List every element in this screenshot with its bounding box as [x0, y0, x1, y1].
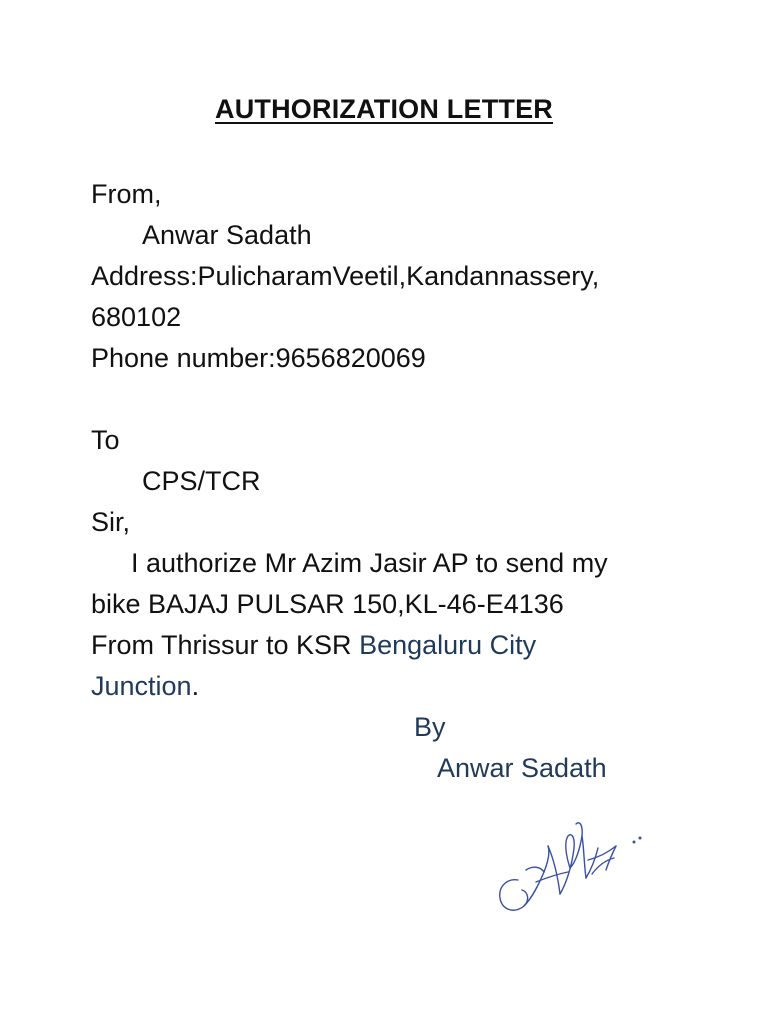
body-line-4-end: . — [191, 671, 200, 701]
place-link-part-1: Bengaluru City — [359, 630, 537, 660]
from-label: From, — [91, 179, 162, 209]
place-link-part-2: Junction — [91, 671, 192, 701]
handwritten-signature — [488, 808, 648, 928]
recipient: CPS/TCR — [142, 466, 261, 496]
body-line-2: bike BAJAJ PULSAR 150,KL-46-E4136 — [91, 589, 564, 619]
body-line-3 — [91, 629, 536, 661]
to-label: To — [91, 425, 120, 455]
sender-address: Address:PulicharamVeetil,Kandannassery, — [91, 261, 600, 291]
body-line-1: I authorize Mr Azim Jasir AP to send my — [131, 548, 608, 578]
body-line-3-text: From Thrissur to KSR — [91, 630, 360, 660]
salutation: Sir, — [91, 507, 131, 537]
sender-phone: Phone number:9656820069 — [91, 343, 426, 373]
sender-pincode: 680102 — [91, 302, 182, 332]
closing-name: Anwar Sadath — [437, 753, 607, 783]
sender-name: Anwar Sadath — [142, 220, 312, 250]
letter-title: AUTHORIZATION LETTER — [215, 94, 553, 124]
body-line-4 — [91, 670, 199, 702]
closing-by: By — [414, 712, 446, 742]
